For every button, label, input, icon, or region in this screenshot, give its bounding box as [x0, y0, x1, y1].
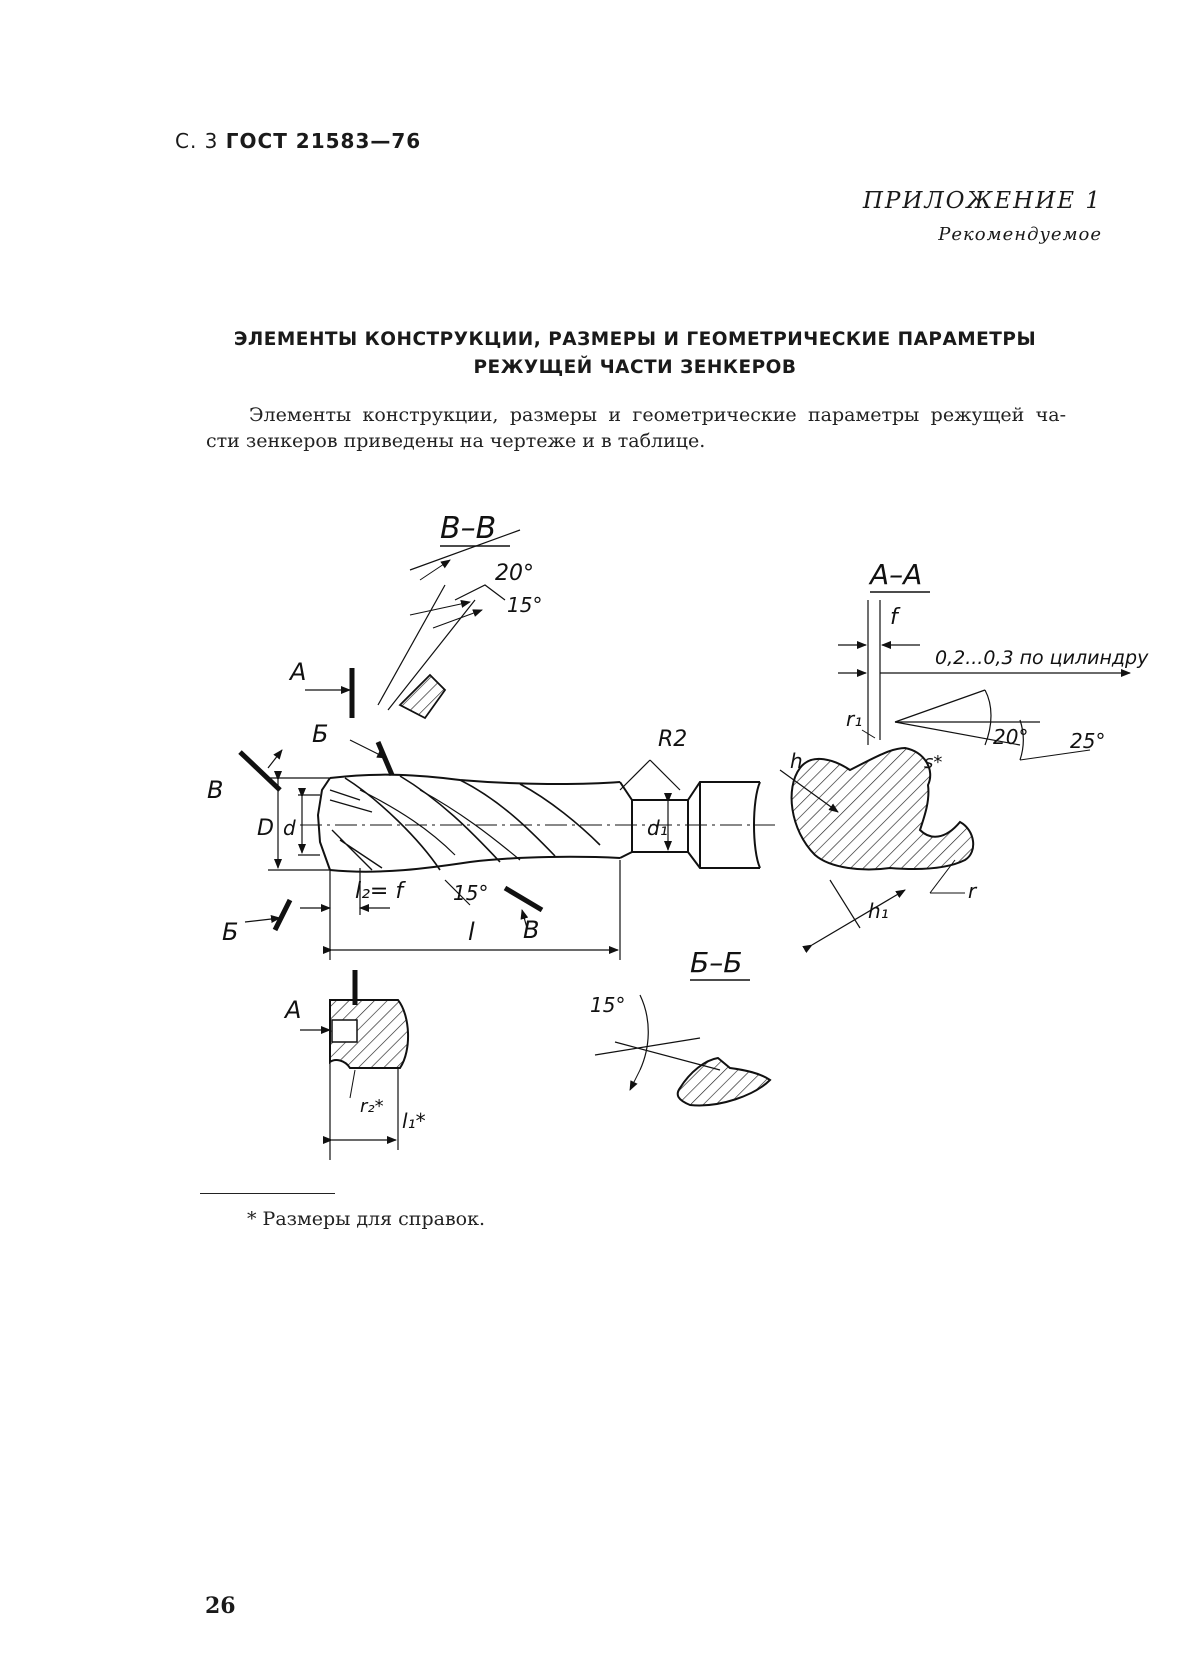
title-line-1: ЭЛЕМЕНТЫ КОНСТРУКЦИИ, РАЗМЕРЫ И ГЕОМЕТРИЧЕСКИЕ ПАРАМЕТРЫ — [233, 329, 1037, 350]
dim-s: s* — [924, 752, 943, 773]
dim-h: h — [790, 749, 803, 773]
label-V-lower: В — [523, 916, 540, 944]
footnote: * Размеры для справок. — [247, 1208, 486, 1230]
dim-l: l — [468, 918, 475, 946]
dim-l2-f: l₂= f — [355, 879, 404, 904]
footnote-rule — [200, 1193, 335, 1194]
appendix-label: ПРИЛОЖЕНИЕ 1 — [862, 188, 1102, 214]
page-reference: С. 3 — [175, 129, 219, 153]
label-section-aa: А–А — [870, 558, 923, 591]
dim-d: d — [283, 816, 296, 840]
label-angle-25: 25° — [1070, 729, 1106, 753]
title-line-2: РЕЖУЩЕЙ ЧАСТИ ЗЕНКЕРОВ — [473, 357, 797, 378]
label-A: А — [290, 658, 307, 686]
label-angle-20: 20° — [495, 561, 534, 586]
dim-h1: h₁ — [868, 899, 889, 923]
section-vv — [378, 530, 520, 718]
page-number: 26 — [205, 1593, 236, 1619]
label-V: В — [207, 776, 224, 804]
dim-d1: d₁ — [647, 816, 668, 840]
dim-r: r — [968, 879, 977, 903]
dim-f: f — [890, 605, 898, 630]
dim-R2: R2 — [658, 727, 688, 752]
dim-cylinder: 0,2...0,3 по цилиндру — [935, 647, 1149, 669]
dim-r2: r₂* — [360, 1096, 384, 1117]
appendix-status: Рекомендуемое — [938, 224, 1102, 245]
label-angle-15b: 15° — [453, 881, 489, 905]
countersink-side-view — [318, 775, 760, 872]
label-angle-20b: 20° — [993, 725, 1029, 749]
paragraph-line-1: Элементы конструкции, размеры и геометрические параметры режущей ча- — [249, 404, 1066, 426]
paragraph-line-2: сти зенкеров приведены на чертеже и в таблице. — [206, 430, 706, 452]
label-B: Б — [312, 720, 329, 748]
detail-view-a — [300, 1000, 408, 1160]
label-section-vv: В–В — [440, 511, 497, 546]
label-B-lower: Б — [222, 918, 239, 946]
label-section-bb: Б–Б — [690, 946, 743, 979]
label-angle-15c: 15° — [590, 993, 626, 1017]
standard-number: ГОСТ 21583—76 — [225, 129, 422, 153]
dim-r1: r₁ — [846, 707, 863, 731]
dim-D: D — [257, 816, 274, 841]
dim-l1: l₁* — [402, 1109, 426, 1133]
label-A-detail: А — [285, 996, 302, 1024]
label-angle-15: 15° — [507, 593, 543, 617]
